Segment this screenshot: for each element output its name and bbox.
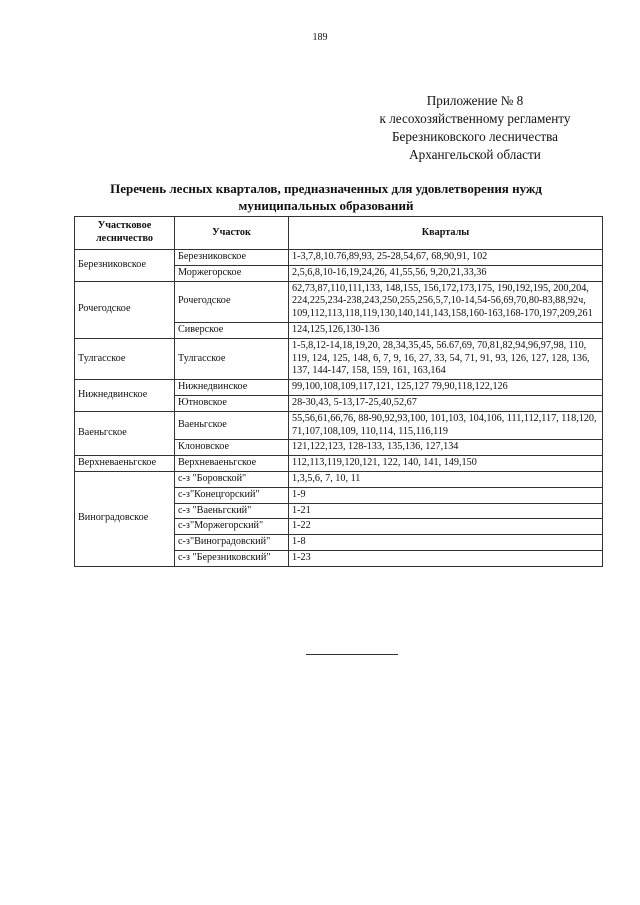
site-cell: Березниковское: [175, 250, 289, 266]
site-cell: Сиверское: [175, 322, 289, 338]
header-quarters: Кварталы: [289, 217, 603, 250]
table-row: [75, 281, 603, 322]
site-cell: с-з"Виноградовский": [175, 535, 289, 551]
quarters-cell: 1-21: [289, 503, 603, 519]
title-line: муниципальных образований: [238, 198, 414, 213]
quarters-cell: 1,3,5,6, 7, 10, 11: [289, 471, 603, 487]
table-row: [75, 411, 603, 440]
site-cell: Моржегорское: [175, 265, 289, 281]
appendix-line: к лесохозяйственному регламенту: [379, 111, 571, 126]
quarters-cell: 1-5,8,12-14,18,19,20, 28,34,35,45, 56.67,69, 70,81,82,94,96,97,98, 110, 119, 124, 125, 148, 6, 7, 9, 16, 27, 33, 54, 71, 91, 93, 126, 127, 128, 136, 137, 144-147, 158, 159, 161, 163,164: [289, 338, 603, 379]
district-cell: Виноградовское: [75, 471, 175, 566]
district-cell: Березниковское: [75, 250, 175, 282]
quarters-cell: 112,113,119,120,121, 122, 140, 141, 149,150: [289, 456, 603, 472]
site-cell: Ваеньгское: [175, 411, 289, 440]
site-cell: Рочегодское: [175, 281, 289, 322]
table-header-row: [75, 217, 603, 250]
quarters-cell: 121,122,123, 128-133, 135,136, 127,134: [289, 440, 603, 456]
quarters-cell: 55,56,61,66,76, 88-90,92,93,100, 101,103, 104,106, 111,112,117, 118,120, 71,107,108,109, 110,114, 115,116,119: [289, 411, 603, 440]
quarters-cell: 99,100,108,109,117,121, 125,127 79,90,118,122,126: [289, 380, 603, 396]
forest-quarters-table: [74, 216, 603, 567]
district-cell: Нижнедвинское: [75, 380, 175, 412]
quarters-cell: 28-30,43, 5-13,17-25,40,52,67: [289, 395, 603, 411]
district-cell: Тулгасское: [75, 338, 175, 379]
quarters-cell: 124,125,126,130-136: [289, 322, 603, 338]
quarters-cell: 1-22: [289, 519, 603, 535]
appendix-line: Приложение № 8: [426, 93, 524, 108]
appendix-line: Березниковского лесничества: [391, 129, 559, 144]
quarters-cell: 62,73,87,110,111,133, 148,155, 156,172,173,175, 190,192,195, 200,204, 224,225,234-238,243,250,255,256,5,7,10-14,54-56,69,70,80-83,88,92ч, 109,112,113,118,119,130,140,141,143,158,160-163,168-170,197,209,261: [289, 281, 603, 322]
quarters-cell: 1-23: [289, 550, 603, 566]
quarters-cell: 1-3,7,8,10.76,89,93, 25-28,54,67, 68,90,91, 102: [289, 250, 603, 266]
header-district: Участковое лесничество: [75, 217, 175, 250]
appendix-header: [330, 92, 620, 164]
document-title: [66, 180, 586, 214]
site-cell: с-з "Ваеньгский": [175, 503, 289, 519]
site-cell: Верхневаеньгское: [175, 456, 289, 472]
quarters-cell: 1-9: [289, 487, 603, 503]
appendix-line: Архангельской области: [409, 147, 541, 162]
end-divider: [306, 654, 398, 655]
quarters-cell: 1-8: [289, 535, 603, 551]
site-cell: с-з "Боровской": [175, 471, 289, 487]
site-cell: Нижнедвинское: [175, 380, 289, 396]
site-cell: Клоновское: [175, 440, 289, 456]
table-row: [75, 338, 603, 379]
table-row: [75, 456, 603, 472]
site-cell: с-з"Моржегорский": [175, 519, 289, 535]
district-cell: Рочегодское: [75, 281, 175, 338]
district-cell: Ваеньгское: [75, 411, 175, 455]
table-row: [75, 380, 603, 396]
table-row: [75, 250, 603, 266]
site-cell: Тулгасское: [175, 338, 289, 379]
quarters-cell: 2,5,6,8,10-16,19,24,26, 41,55,56, 9,20,21,33,36: [289, 265, 603, 281]
table-row: [75, 471, 603, 487]
site-cell: Ютновское: [175, 395, 289, 411]
title-line: Перечень лесных кварталов, предназначенных для удовлетворения нужд: [110, 181, 542, 196]
page-number: 189: [312, 32, 328, 43]
header-site: Участок: [175, 217, 289, 250]
site-cell: с-з "Березниковский": [175, 550, 289, 566]
site-cell: с-з"Конецгорский": [175, 487, 289, 503]
district-cell: Верхневаеньгское: [75, 456, 175, 472]
